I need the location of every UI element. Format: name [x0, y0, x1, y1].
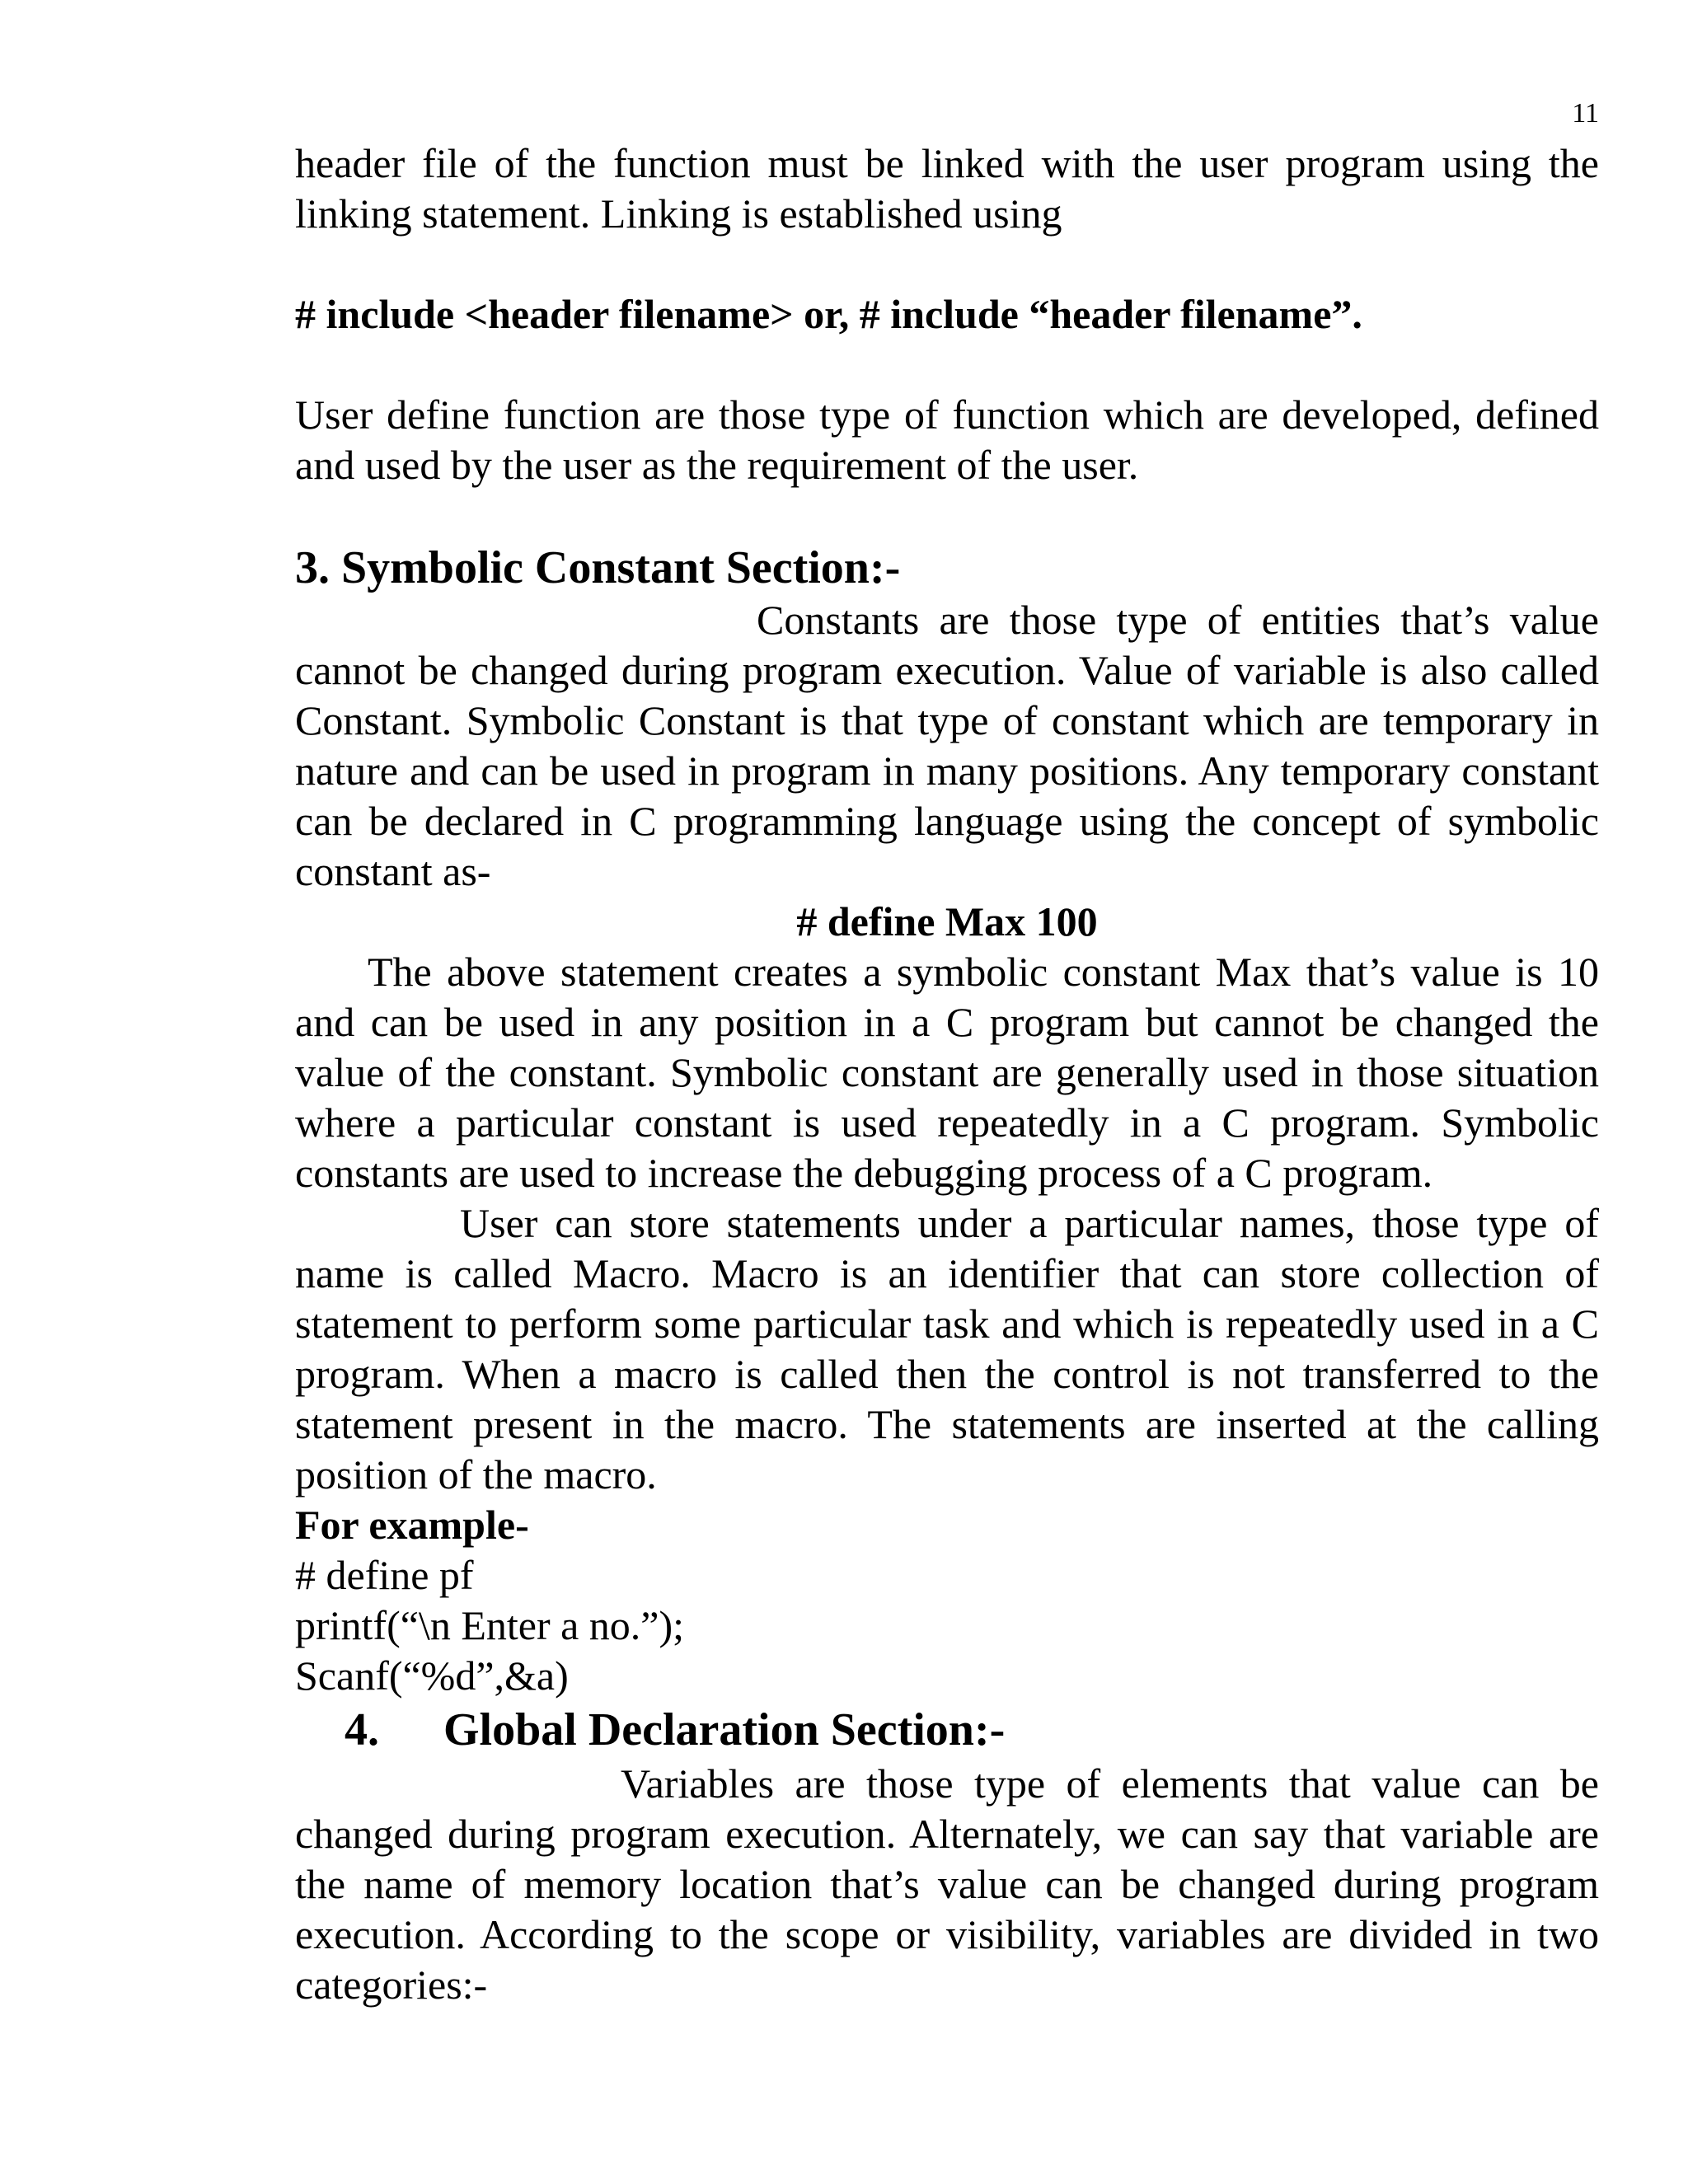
intro-paragraph: header file of the function must be linked with the user program using the linking statement. Linking is established using [295, 140, 1599, 237]
user-defined-function-paragraph: User define function are those type of function which are developed, defined and used by the user as the requirement of the user. [295, 391, 1599, 488]
example-label: For example- [295, 1502, 529, 1548]
section-4-title: Global Declaration Section:- [443, 1704, 1006, 1755]
section-4-number: 4. [345, 1704, 379, 1755]
section-4-heading [295, 1701, 1599, 1759]
symbolic-constant-paragraph: The above statement creates a symbolic constant Max that’s value is 10 and can be used in any position in a C program but cannot be changed the value of the constant. Symbolic constant are generally used in those situation where a particular constant is used repeatedly in a C program. Symbolic constants are used to increase the debugging process of a C program. [295, 949, 1599, 1196]
section-3-heading: 3. Symbolic Constant Section:- [295, 542, 901, 593]
example-line: printf(“\n Enter a no.”); [295, 1602, 685, 1648]
macro-paragraph: User can store statements under a particular names, those type of name is called Macro. Macro is an identifier that can store collection of statement to perform some particular task and which is repeatedly used in a C program. When a macro is called then the control is not transferred to the statement present in the macro. The statements are inserted at the calling position of the macro. [295, 1200, 1599, 1497]
example-code [295, 1550, 1599, 1701]
constants-paragraph: Constants are those type of entities that’s value cannot be changed during program execution. Value of variable is also called Constant. Symbolic Constant is that type of constant which are temporary in nature and can be used in program in many positions. Any temporary constant can be declared in C programming language using the concept of symbolic constant as- [295, 597, 1599, 894]
example-line: # define pf [295, 1552, 474, 1598]
include-statement: # include <header filename> or, # include “header filename”. [295, 291, 1362, 337]
page-body [295, 138, 1599, 2010]
page-number: 11 [1572, 98, 1599, 129]
define-max-statement: # define Max 100 [796, 898, 1098, 944]
variables-paragraph: Variables are those type of elements that value can be changed during program execution. Alternately, we can say that variable are the name of memory location that’s value can be changed during program execution. According to the scope or visibility, variables are divided in two categories:- [295, 1760, 1599, 2008]
example-line: Scanf(“%d”,&a) [295, 1652, 569, 1699]
